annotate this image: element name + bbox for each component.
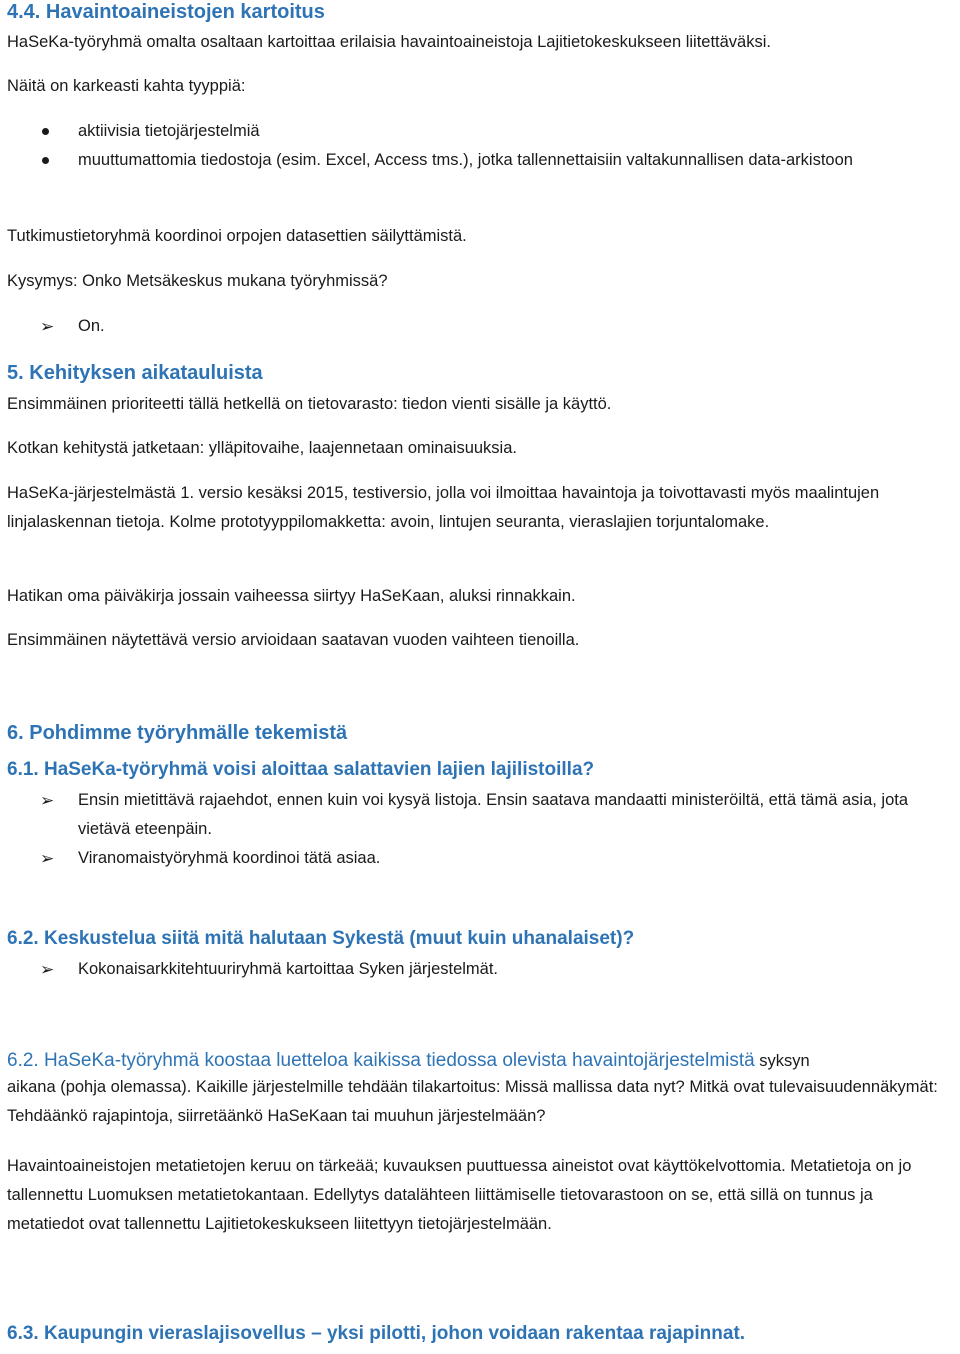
list-item [0,786,954,844]
paragraph: HaSeKa-järjestelmästä 1. versio kesäksi 2015, testiversio, jolla voi ilmoittaa havaintoja ja toivottavasti myös maalintujen linjalaskennan tietoja. Kolme prototyyppilomakketta: avoin, lintujen seuranta, vieraslajien torjuntalomake. [7,484,880,531]
bullet-dot-icon [42,157,49,164]
list-item-text: Viranomaistyöryhmä koordinoi tätä asiaa. [78,849,381,867]
paragraph: Ensimmäinen näytettävä versio arvioidaan saatavan vuoden vaihteen tienoilla. [7,631,580,649]
list-item-text: aktiivisia tietojärjestelmiä [78,122,260,140]
arrow-list [0,786,954,873]
paragraph: Näitä on karkeasti kahta tyyppiä: [7,77,246,95]
list-item-text: muuttumattomia tiedostoja (esim. Excel, Access tms.), jotka tallennettaisiin valtakunnallisen data-arkistoon [78,151,853,169]
subsection-heading-6-2: 6.2. Keskustelua siitä mitä halutaan Sykestä (muut kuin uhanalaiset)? [7,928,635,949]
arrow-bullet-icon: ➢ [40,791,55,810]
bullet-list [0,117,954,175]
list-item [0,146,954,175]
arrow-list [0,312,954,341]
list-item-text: Ensin mietittävä rajaehdot, ennen kuin voi kysyä listoja. Ensin saatava mandaatti ministeröiltä, että tämä asia, jota vietävä eteenpäin. [78,791,909,838]
list-item-text: Kokonaisarkkitehtuuriryhmä kartoittaa Syken järjestelmät. [78,960,499,978]
heading-tail-text: syksyn [754,1052,810,1070]
section-heading-5 [7,361,954,385]
list-item [0,117,954,146]
arrow-bullet-icon: ➢ [40,317,55,336]
bullet-dot-icon [42,128,49,135]
paragraph: Hatikan oma päiväkirja jossain vaiheessa siirtyy HaSeKaan, aluksi rinnakkain. [7,587,576,605]
paragraph: Havaintoaineistojen metatietojen keruu on tärkeää; kuvauksen puuttuessa aineistot ovat käyttökelvottomia. Metatietoja on jo tallennettu Luomuksen metatietokantaan. Edellytys datalähteen liittämiselle tietovarastoon on se, että sillä on tunnus ja metatiedot ovat tallennettu Lajitietokeskukseen liitettyyn tietojärjestelmään. [7,1157,912,1233]
heading-text: Pohdimme työryhmälle tekemistä [29,722,348,744]
answer-text: On. [78,317,105,335]
paragraph: HaSeKa-työryhmä omalta osaltaan kartoittaa erilaisia havaintoaineistoja Lajitietokeskukseen liitettäväksi. [7,33,771,51]
subsection-6-2-block [7,1049,954,1131]
section-heading-4-4: 4.4. Havaintoaineistojen kartoitus [7,1,325,23]
subsection-heading-6-3: 6.3. Kaupungin vieraslajisovellus – yksi pilotti, johon voidaan rakentaa rajapinnat. [7,1323,746,1344]
subsection-heading-6-1: 6.1. HaSeKa-työryhmä voisi aloittaa salattavien lajien lajilistoilla? [7,759,595,780]
section-heading-6 [7,721,954,745]
heading-number: 5. [7,362,24,384]
heading-text: Kehityksen aikatauluista [29,362,263,384]
heading-number: 6. [7,722,24,744]
paragraph: Tutkimustietoryhmä koordinoi orpojen datasettien säilyttämistä. [7,227,467,245]
arrow-bullet-icon: ➢ [40,849,55,868]
arrow-list [0,955,954,984]
heading-text: 6.2. HaSeKa-työryhmä koostaa luetteloa kaikissa tiedossa olevista havaintojärjestelmistä [7,1050,755,1071]
list-item [0,955,954,984]
paragraph: aikana (pohja olemassa). Kaikille järjestelmille tehdään tilakartoitus: Missä mallissa data nyt? Mitkä ovat tulevaisuudennäkymät: Tehdäänkö rajapintoja, siirretäänkö HaSeKaan tai muuhun järjestelmään? [7,1078,938,1125]
list-item [0,312,954,341]
subsection-heading-6-2b [7,1049,954,1073]
paragraph: Kotkan kehitystä jatketaan: ylläpitovaihe, laajennetaan ominaisuuksia. [7,439,517,457]
paragraph: Kysymys: Onko Metsäkeskus mukana työryhmissä? [7,272,388,290]
paragraph: Ensimmäinen prioriteetti tällä hetkellä on tietovarasto: tiedon vienti sisälle ja käyttö. [7,395,612,413]
list-item [0,844,954,873]
arrow-bullet-icon: ➢ [40,960,55,979]
